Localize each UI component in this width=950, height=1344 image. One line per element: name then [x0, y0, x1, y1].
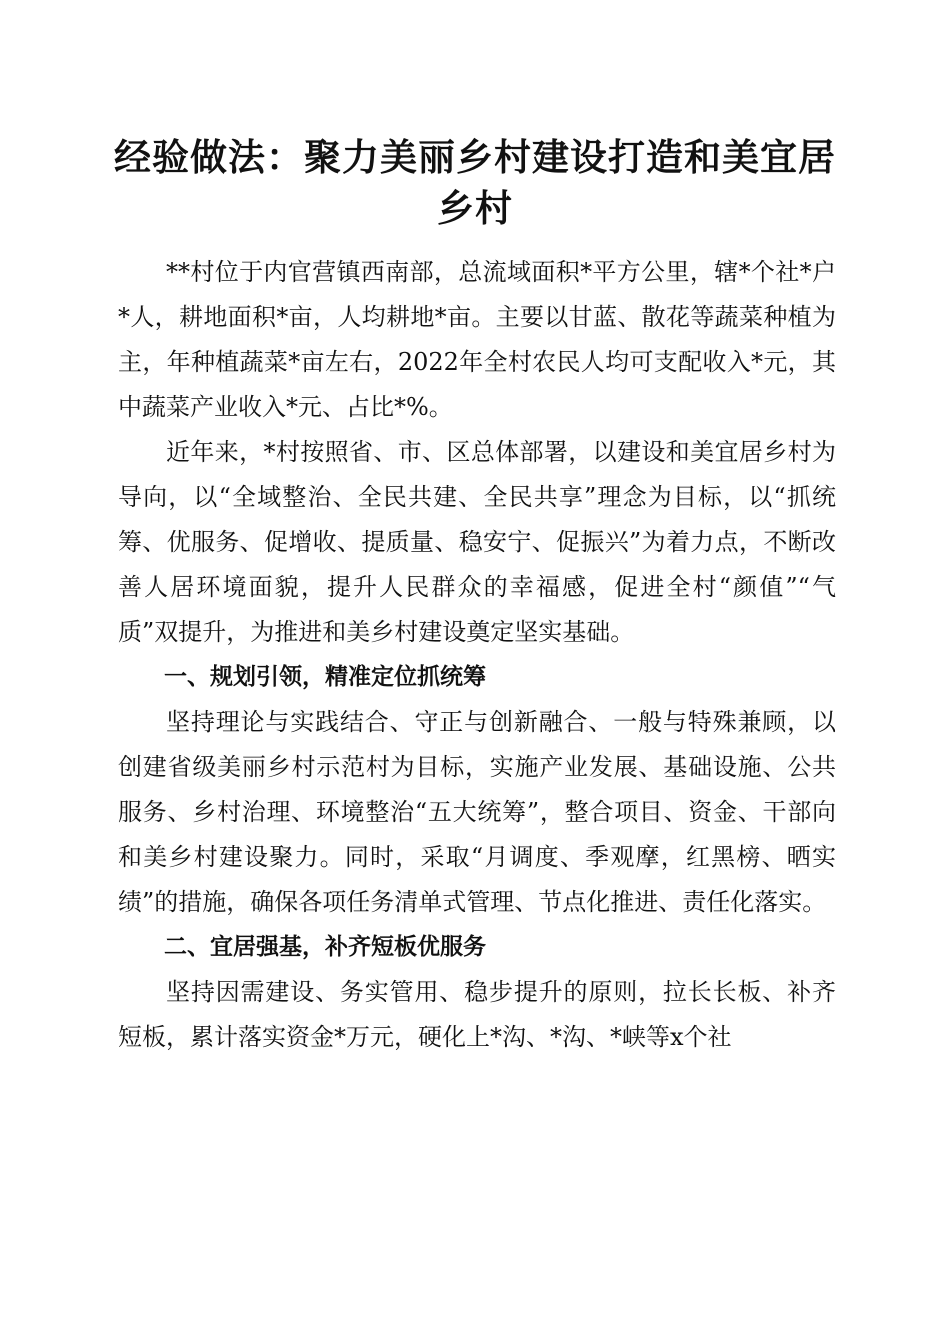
- document-body: [118, 250, 836, 1060]
- section-text-planning: 坚持理论与实践结合、守正与创新融合、一般与特殊兼顾，以创建省级美丽乡村示范村为目标，实施产业发展、基础设施、公共服务、乡村治理、环境整治“五大统筹”，整合项目、资金、干部向和美乡村建设聚力。同时，采取“月调度、季观摩，红黑榜、晒实绩”的措施，确保各项任务清单式管理、节点化推进、责任化落实。: [118, 708, 836, 916]
- section-heading-planning: 一、规划引领，精准定位抓统筹: [164, 664, 486, 690]
- overview-paragraph: 近年来，*村按照省、市、区总体部署，以建设和美宜居乡村为导向，以“全域整治、全民共建、全民共享”理念为目标，以“抓统筹、优服务、促增收、提质量、稳安宁、促振兴”为着力点，不断改善人居环境面貌，提升人民群众的幸福感，促进全村“颜值”“气质”双提升，为推进和美乡村建设奠定坚实基础。: [118, 438, 836, 646]
- section-text-livability: 坚持因需建设、务实管用、稳步提升的原则，拉长长板、补齐短板，累计落实资金*万元，硬化上*沟、*沟、*峡等x个社: [118, 978, 836, 1051]
- document-title: 经验做法：聚力美丽乡村建设打造和美宜居乡村: [114, 135, 836, 230]
- intro-paragraph: **村位于内官营镇西南部，总流域面积*平方公里，辖*个社*户*人，耕地面积*亩，人均耕地*亩。主要以甘蓝、散花等蔬菜种植为主，年种植蔬菜*亩左右，2022年全村农民人均可支配收入*元，其中蔬菜产业收入*元、占比*%。: [118, 258, 836, 421]
- section-heading-livability: 二、宜居强基，补齐短板优服务: [164, 934, 486, 960]
